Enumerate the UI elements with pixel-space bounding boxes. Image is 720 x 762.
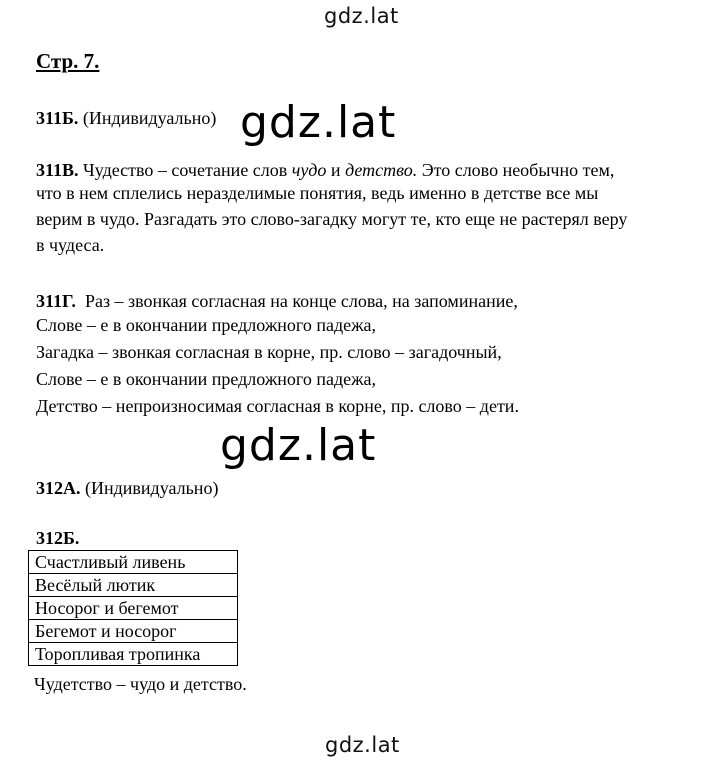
exercise-312a bbox=[36, 475, 218, 501]
table-row bbox=[29, 551, 238, 574]
exercise-311g-line-1 bbox=[36, 288, 518, 314]
exercise-312b-heading bbox=[36, 525, 79, 551]
exercise-311g-line-5: Детство – непроизносимая согласная в корне, пр. слово – дети. bbox=[36, 396, 519, 416]
exercise-text: (Индивидуально) bbox=[85, 478, 219, 498]
exercise-number: 311В. bbox=[36, 160, 79, 180]
text-fragment: Чудество – сочетание слов bbox=[83, 160, 292, 180]
text-fragment: Раз – звонкая согласная на конце слова, на запоминание, bbox=[84, 291, 518, 311]
table-cell: Торопливая тропинка bbox=[29, 643, 238, 666]
exercise-311g-line-3: Загадка – звонкая согласная в корне, пр. слово – загадочный, bbox=[36, 342, 502, 362]
exercise-311v-line-4: в чудеса. bbox=[36, 235, 105, 255]
table-cell: Бегемот и носорог bbox=[29, 620, 238, 643]
table-cell: Весёлый лютик bbox=[29, 574, 238, 597]
text-fragment: Это слово необычно тем, bbox=[417, 160, 615, 180]
exercise-311v-line-2: что в нем сплелись неразделимые понятия, ведь именно в детстве все мы bbox=[36, 183, 599, 203]
watermark-top: gdz.lat bbox=[324, 4, 399, 28]
text-fragment: и bbox=[326, 160, 346, 180]
watermark-bottom: gdz.lat bbox=[325, 733, 400, 757]
exercise-number: 311Б. bbox=[36, 108, 79, 128]
page-title: Стр. 7. bbox=[36, 49, 100, 73]
italic-word: чудо bbox=[291, 160, 327, 180]
exercise-311g-line-2: Слове – е в окончании предложного падежа, bbox=[36, 315, 377, 335]
italic-word: детство. bbox=[345, 160, 418, 180]
exercise-312b-note: Чудетство – чудо и детство. bbox=[34, 674, 247, 694]
exercise-number: 312Б. bbox=[36, 528, 80, 548]
table-row bbox=[29, 597, 238, 620]
table-row bbox=[29, 643, 238, 666]
exercise-311v-line-1 bbox=[36, 157, 614, 183]
table-row bbox=[29, 620, 238, 643]
watermark-large: gdz.lat bbox=[220, 420, 377, 471]
exercise-311v-line-3: верим в чудо. Разгадать это слово-загадку могут те, кто еще не растерял веру bbox=[36, 209, 628, 229]
word-pairs-table bbox=[28, 550, 238, 666]
exercise-311b bbox=[36, 105, 216, 131]
table-cell: Носорог и бегемот bbox=[29, 597, 238, 620]
exercise-number: 312А. bbox=[36, 478, 81, 498]
table-cell: Счастливый ливень bbox=[29, 551, 238, 574]
exercise-text: (Индивидуально) bbox=[82, 108, 217, 128]
exercise-number: 311Г. bbox=[36, 291, 76, 311]
exercise-311g-line-4: Слове – е в окончании предложного падежа, bbox=[36, 369, 377, 389]
table-row bbox=[29, 574, 238, 597]
watermark-large: gdz.lat bbox=[240, 97, 397, 148]
